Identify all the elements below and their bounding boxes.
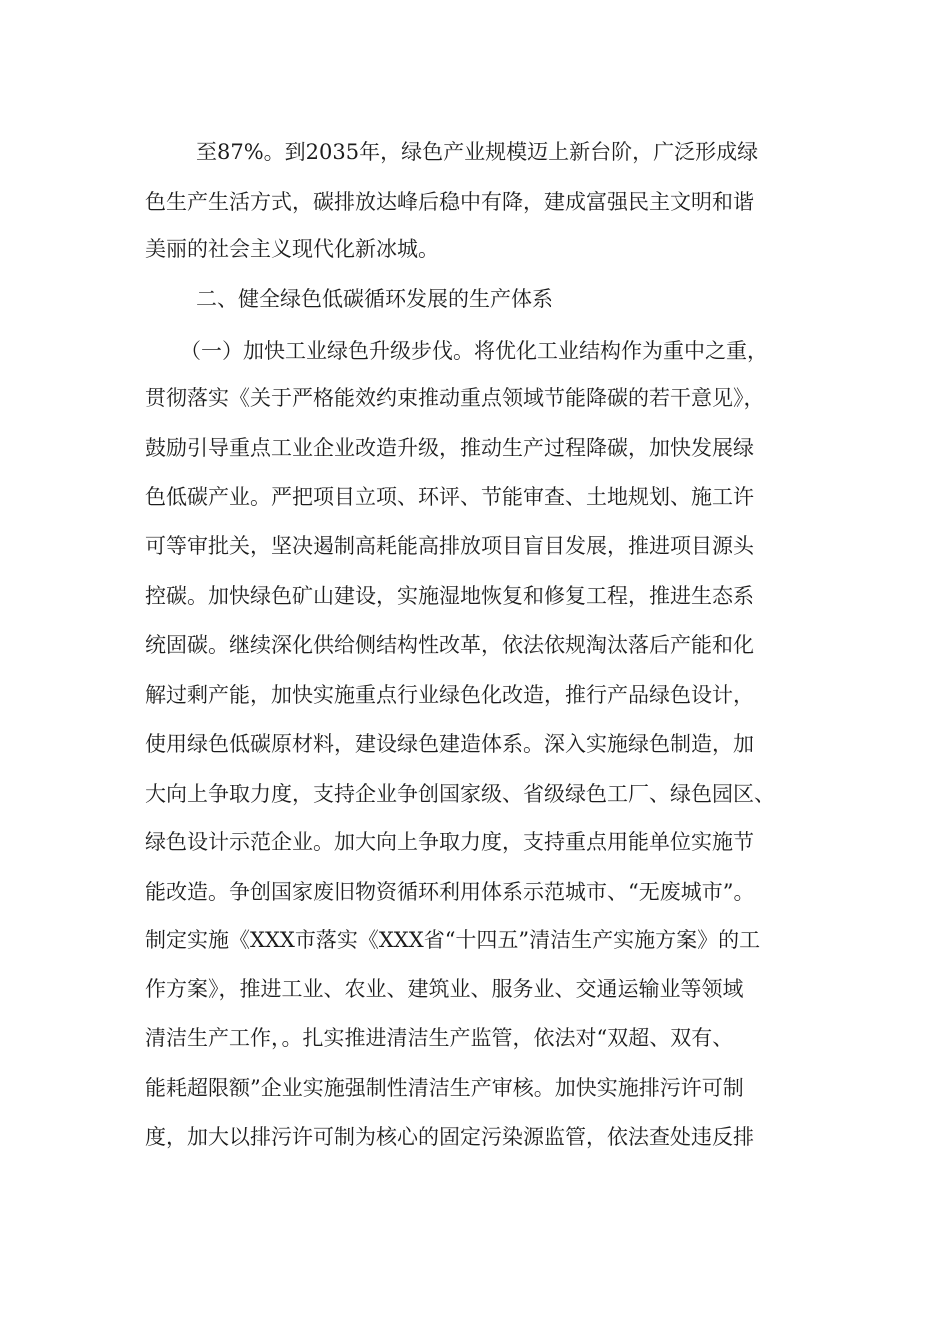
text-line-1: 至87%。到2035年，绿色产业规模迈上新台阶，广泛形成绿	[196, 140, 759, 164]
text-line-3: 美丽的社会主义现代化新冰城。	[145, 237, 439, 261]
text-line-11: 统固碳。继续深化供给侧结构性改革，依法依规淘汰落后产能和化	[145, 633, 754, 657]
text-line-10: 控碳。加快绿色矿山建设，实施湿地恢复和修复工程，推进生态系	[145, 584, 754, 608]
text-line-8: 色低碳产业。严把项目立项、环评、节能审查、土地规划、施工许	[145, 485, 754, 509]
text-line-16: 能改造。争创国家废旧物资循环利用体系示范城市、“无废城市”。	[145, 880, 755, 904]
text-line-21: 度，加大以排污许可制为核心的固定污染源监管，依法查处违反排	[145, 1125, 754, 1149]
text-line-7: 鼓励引导重点工业企业改造升级，推动生产过程降碳，加快发展绿	[145, 436, 754, 460]
text-line-14: 大向上争取力度，支持企业争创国家级、省级绿色工厂、绿色园区、	[145, 782, 775, 806]
text-line-17: 制定实施《XXX市落实《XXX省“十四五”清洁生产实施方案》的工	[145, 928, 761, 952]
text-line-15: 绿色设计示范企业。加大向上争取力度，支持重点用能单位实施节	[145, 830, 754, 854]
text-line-2: 色生产生活方式，碳排放达峰后稳中有降，建成富强民主文明和谐	[145, 190, 754, 214]
text-line-9: 可等审批关，坚决遏制高耗能高排放项目盲目发展，推进项目源头	[145, 534, 754, 558]
text-line-20: 能耗超限额”企业实施强制性清洁生产审核。加快实施排污许可制	[145, 1076, 744, 1100]
section-heading: 二、健全绿色低碳循环发展的生产体系	[196, 287, 553, 311]
subsection-heading: （一）加快工业绿色升级步伐。将优化工业结构作为重中之重，	[180, 339, 768, 363]
text-line-19: 清洁生产工作，。扎实推进清洁生产监管，依法对“双超、双有、	[145, 1026, 734, 1050]
text-line-12: 解过剩产能，加快实施重点行业绿色化改造，推行产品绿色设计，	[145, 683, 754, 707]
text-line-13: 使用绿色低碳原材料，建设绿色建造体系。深入实施绿色制造，加	[145, 732, 754, 756]
text-line-6: 贯彻落实《关于严格能效约束推动重点领域节能降碳的若干意见》，	[145, 386, 765, 410]
text-line-18: 作方案》，推进工业、农业、建筑业、服务业、交通运输业等领域	[145, 977, 744, 1001]
